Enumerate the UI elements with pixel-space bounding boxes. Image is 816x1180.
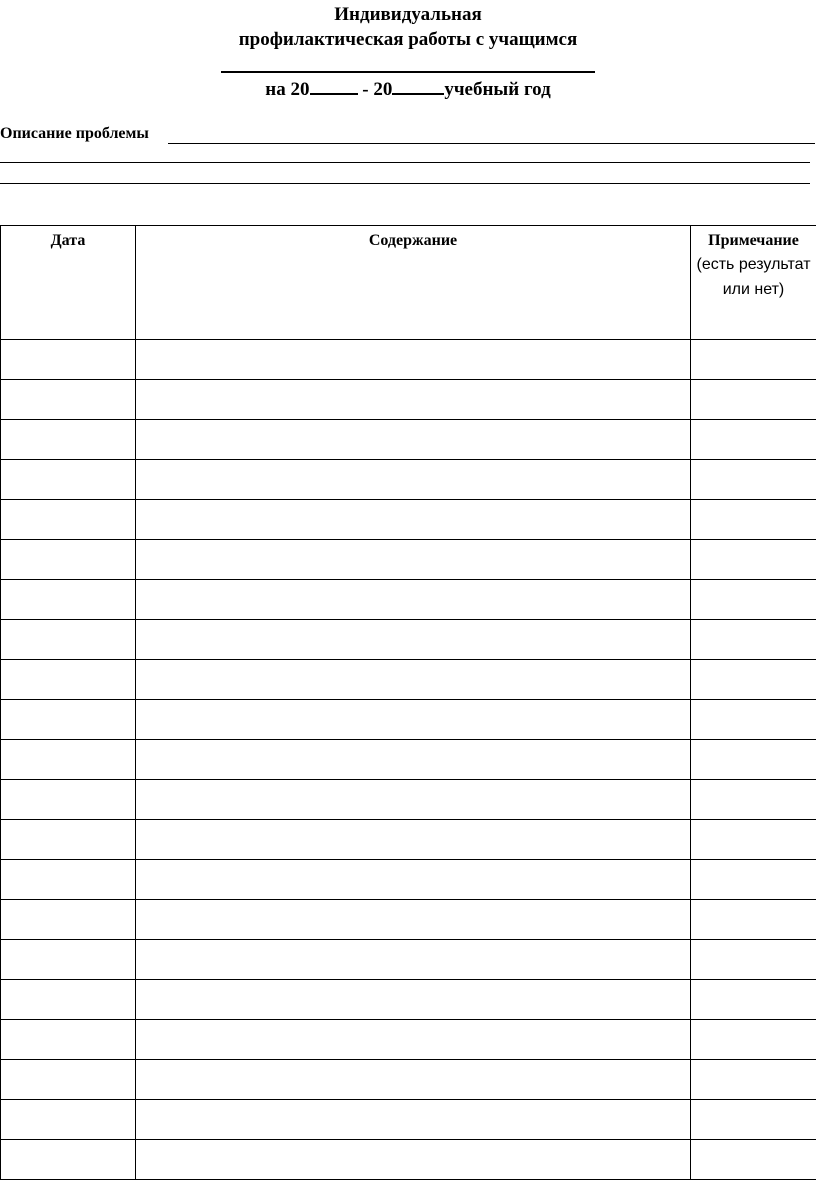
content-cell[interactable] xyxy=(136,980,691,1020)
date-cell[interactable] xyxy=(1,420,136,460)
column-header-note xyxy=(691,226,816,340)
note-cell[interactable] xyxy=(691,340,816,380)
date-cell[interactable] xyxy=(1,620,136,660)
table-row xyxy=(1,940,816,980)
year-suffix: учебный год xyxy=(444,79,551,100)
table-row xyxy=(1,1060,816,1100)
content-cell[interactable] xyxy=(136,500,691,540)
table-row xyxy=(1,540,816,580)
date-cell[interactable] xyxy=(1,900,136,940)
note-cell[interactable] xyxy=(691,1140,816,1180)
note-cell[interactable] xyxy=(691,940,816,980)
note-cell[interactable] xyxy=(691,1020,816,1060)
date-cell[interactable] xyxy=(1,460,136,500)
note-cell[interactable] xyxy=(691,980,816,1020)
content-cell[interactable] xyxy=(136,1140,691,1180)
date-cell[interactable] xyxy=(1,1140,136,1180)
table-row xyxy=(1,1020,816,1060)
content-cell[interactable] xyxy=(136,700,691,740)
work-log-table xyxy=(0,225,816,1180)
date-cell[interactable] xyxy=(1,780,136,820)
date-cell[interactable] xyxy=(1,860,136,900)
date-cell[interactable] xyxy=(1,660,136,700)
content-cell[interactable] xyxy=(136,820,691,860)
note-cell[interactable] xyxy=(691,1060,816,1100)
content-cell[interactable] xyxy=(136,740,691,780)
content-cell[interactable] xyxy=(136,940,691,980)
student-name-blank-line[interactable] xyxy=(221,71,595,73)
column-header-content: Содержание xyxy=(136,226,691,340)
content-cell[interactable] xyxy=(136,380,691,420)
content-cell[interactable] xyxy=(136,1060,691,1100)
note-header-label: Примечание xyxy=(708,232,799,249)
content-cell[interactable] xyxy=(136,420,691,460)
page-subtitle: профилактическая работы с учащимся xyxy=(238,29,578,50)
content-cell[interactable] xyxy=(136,460,691,500)
content-cell[interactable] xyxy=(136,1100,691,1140)
year-prefix: на 20 xyxy=(265,79,310,100)
note-cell[interactable] xyxy=(691,460,816,500)
table-row xyxy=(1,460,816,500)
table-row xyxy=(1,740,816,780)
date-cell[interactable] xyxy=(1,820,136,860)
table-row xyxy=(1,1100,816,1140)
page-title: Индивидуальная xyxy=(334,4,482,25)
date-cell[interactable] xyxy=(1,980,136,1020)
date-cell[interactable] xyxy=(1,500,136,540)
note-cell[interactable] xyxy=(691,420,816,460)
column-header-date: Дата xyxy=(1,226,136,340)
date-cell[interactable] xyxy=(1,1060,136,1100)
note-cell[interactable] xyxy=(691,740,816,780)
note-cell[interactable] xyxy=(691,500,816,540)
problem-description-line-1[interactable] xyxy=(168,143,815,144)
content-cell[interactable] xyxy=(136,780,691,820)
table-row xyxy=(1,340,816,380)
content-cell[interactable] xyxy=(136,580,691,620)
content-cell[interactable] xyxy=(136,1020,691,1060)
note-cell[interactable] xyxy=(691,380,816,420)
date-cell[interactable] xyxy=(1,740,136,780)
content-cell[interactable] xyxy=(136,660,691,700)
table-row xyxy=(1,820,816,860)
table-row xyxy=(1,580,816,620)
content-cell[interactable] xyxy=(136,860,691,900)
note-cell[interactable] xyxy=(691,780,816,820)
note-header-hint: (есть результат или нет) xyxy=(696,256,811,298)
table-row xyxy=(1,900,816,940)
date-cell[interactable] xyxy=(1,1100,136,1140)
note-cell[interactable] xyxy=(691,660,816,700)
content-cell[interactable] xyxy=(136,540,691,580)
school-year-line xyxy=(0,76,816,101)
note-cell[interactable] xyxy=(691,820,816,860)
note-cell[interactable] xyxy=(691,580,816,620)
year-middle: - 20 xyxy=(357,79,393,100)
end-year-blank[interactable] xyxy=(392,76,444,95)
content-cell[interactable] xyxy=(136,620,691,660)
date-cell[interactable] xyxy=(1,1020,136,1060)
table-header-row xyxy=(1,226,816,340)
table-row xyxy=(1,380,816,420)
date-cell[interactable] xyxy=(1,580,136,620)
date-cell[interactable] xyxy=(1,700,136,740)
problem-description-line-3[interactable] xyxy=(0,183,810,184)
table-row xyxy=(1,860,816,900)
problem-description-label: Описание проблемы xyxy=(0,125,149,142)
note-cell[interactable] xyxy=(691,620,816,660)
table-row xyxy=(1,780,816,820)
problem-description-line-2[interactable] xyxy=(0,162,810,163)
date-cell[interactable] xyxy=(1,940,136,980)
note-cell[interactable] xyxy=(691,1100,816,1140)
note-cell[interactable] xyxy=(691,540,816,580)
table-row xyxy=(1,420,816,460)
date-cell[interactable] xyxy=(1,380,136,420)
content-cell[interactable] xyxy=(136,900,691,940)
date-cell[interactable] xyxy=(1,540,136,580)
table-row xyxy=(1,700,816,740)
table-row xyxy=(1,620,816,660)
table-row xyxy=(1,980,816,1020)
table-row xyxy=(1,660,816,700)
table-row xyxy=(1,500,816,540)
note-cell[interactable] xyxy=(691,900,816,940)
table-row xyxy=(1,1140,816,1180)
date-cell[interactable] xyxy=(1,340,136,380)
note-cell[interactable] xyxy=(691,860,816,900)
start-year-blank[interactable] xyxy=(310,76,358,95)
content-cell[interactable] xyxy=(136,340,691,380)
note-cell[interactable] xyxy=(691,700,816,740)
